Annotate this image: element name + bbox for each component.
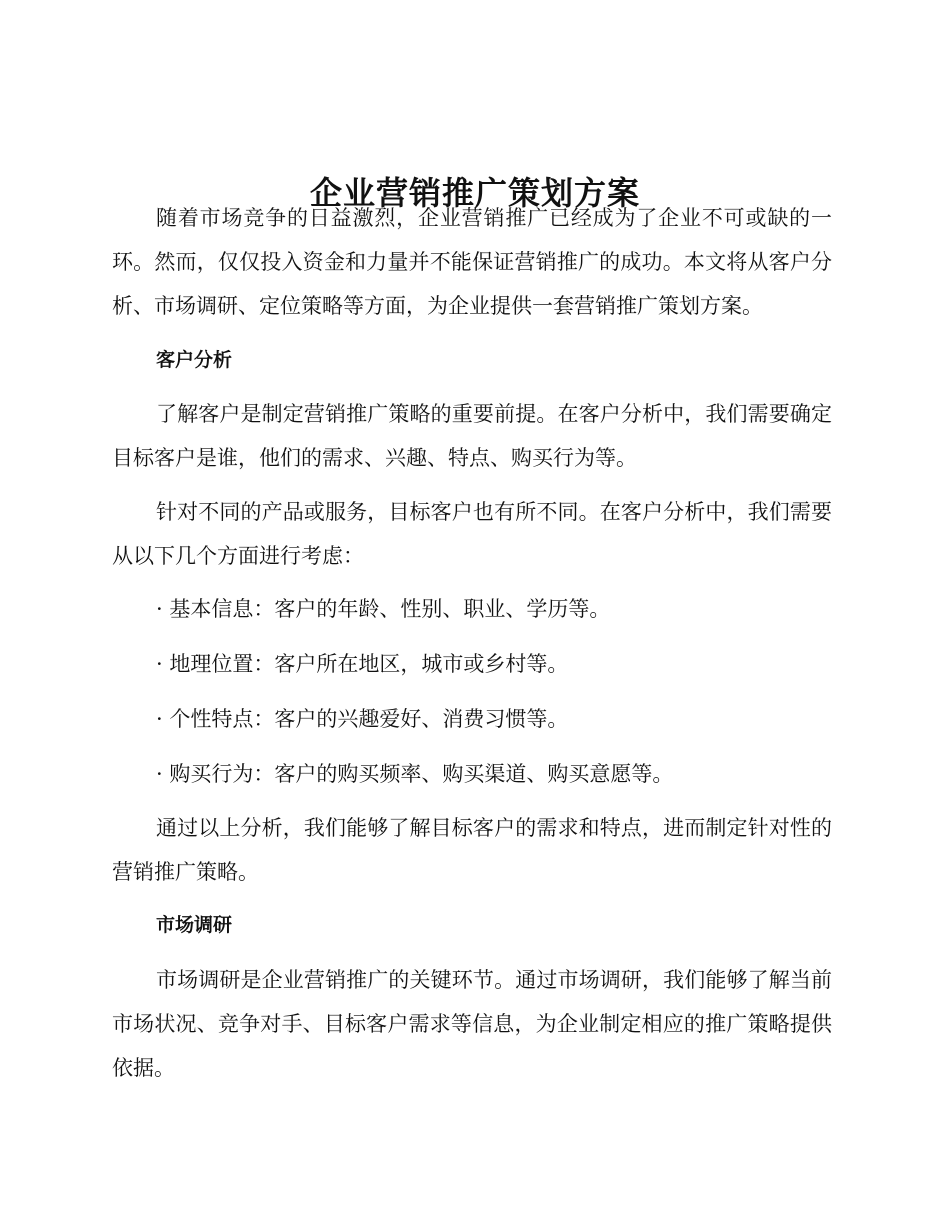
bullet-item-location: · 地理位置：客户所在地区，城市或乡村等。 [156,652,569,676]
market-research-paragraph-1: 市场调研是企业营销推广的关键环节。通过市场调研，我们能够了解当前市场状况、竞争对手、目标客户需求等信息，为企业制定相应的推广策略提供依据。 [112,968,832,1080]
bullet-item-basic-info: · 基本信息：客户的年龄、性别、职业、学历等。 [156,597,611,621]
document-title: 企业营销推广策划方案 [309,174,640,213]
intro-paragraph: 随着市场竞争的日益激烈，企业营销推广已经成为了企业不可或缺的一环。然而，仅仅投入资金和力量并不能保证营销推广的成功。本文将从客户分析、市场调研、定位策略等方面，为企业提供一套营销推广策划方案。 [112,206,832,318]
section-heading-customer-analysis: 客户分析 [156,349,233,371]
section-heading-market-research: 市场调研 [156,914,233,936]
customer-analysis-paragraph-3: 通过以上分析，我们能够了解目标客户的需求和特点，进而制定针对性的营销推广策略。 [112,816,832,884]
bullet-item-purchase-behavior: · 购买行为：客户的购买频率、购买渠道、购买意愿等。 [156,762,674,786]
bullet-item-personality: · 个性特点：客户的兴趣爱好、消费习惯等。 [156,707,569,731]
customer-analysis-paragraph-2: 针对不同的产品或服务，目标客户也有所不同。在客户分析中，我们需要从以下几个方面进行考虑： [112,500,832,568]
customer-analysis-paragraph-1: 了解客户是制定营销推广策略的重要前提。在客户分析中，我们需要确定目标客户是谁，他们的需求、兴趣、特点、购买行为等。 [112,402,832,470]
